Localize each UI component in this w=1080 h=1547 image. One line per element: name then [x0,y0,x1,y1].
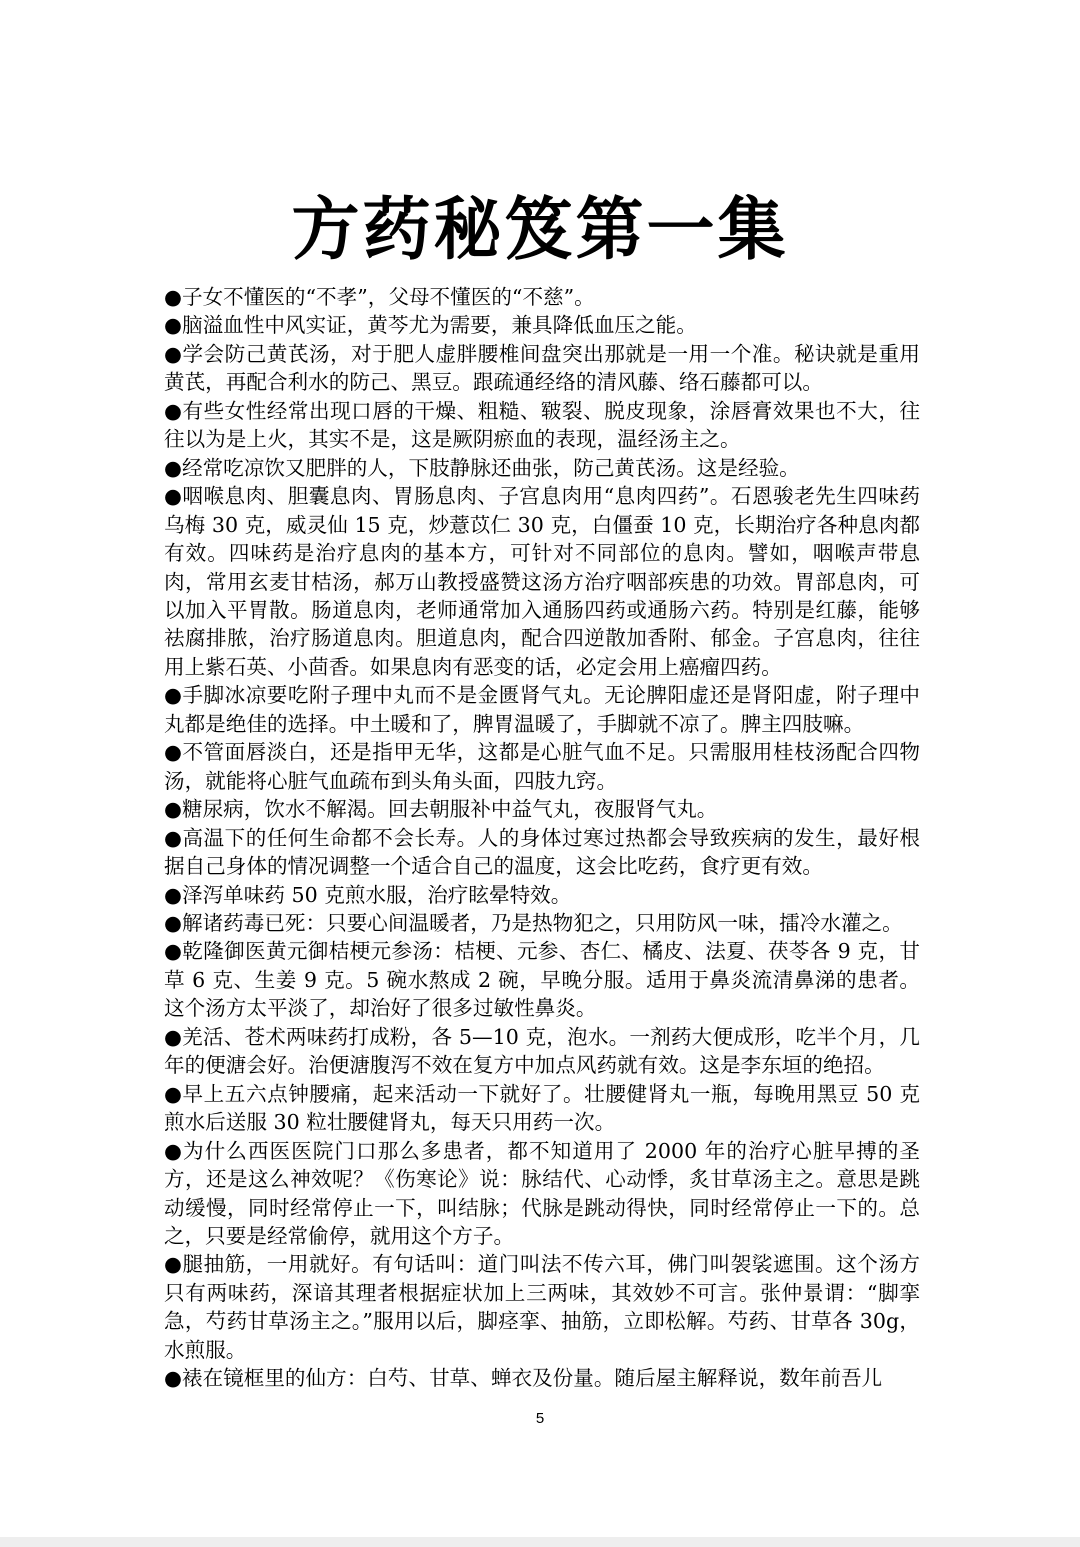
page-bottom-edge [0,1537,1080,1547]
paragraph: ●乾隆御医黄元御桔梗元参汤：桔梗、元参、杏仁、橘皮、法夏、茯苓各 9 克，甘草 6 克、生姜 9 克。5 碗水熬成 2 碗，早晚分服。适用于鼻炎流清鼻涕的患者。这个汤方太平淡了，却治好了很多过敏性鼻炎。 [164,939,920,1021]
paragraph: ●泽泻单味药 50 克煎水服，治疗眩晕特效。 [164,882,572,907]
paragraph: ●有些女性经常出现口唇的干燥、粗糙、皲裂、脱皮现象，涂唇膏效果也不大，往往以为是上火，其实不是，这是厥阴瘀血的表现，温经汤主之。 [164,398,920,452]
page-title: 方药秘笈第一集 [291,191,789,270]
page-number: 5 [535,1410,545,1427]
paragraph: ●咽喉息肉、胆囊息肉、胃肠息肉、子宫息肉用“息肉四药”。石恩骏老先生四味药乌梅 30 克，威灵仙 15 克，炒薏苡仁 30 克，白僵蚕 10 克，长期治疗各种息肉都有效。四味药是治疗息肉的基本方，可针对不同部位的息肉。譬如，咽喉声带息肉，常用玄麦甘桔汤，郝万山教授盛赞这汤方治疗咽部疾患的功效。胃部息肉，可以加入平胃散。肠道息肉，老师通常加入通肠四药或通肠六药。特别是红藤，能够祛腐排脓，治疗肠道息肉。胆道息肉，配合四逆散加香附、郁金。子宫息肉，往往用上紫石英、小茴香。如果息肉有恶变的话，必定会用上癌瘤四药。 [164,484,920,679]
body-text [164,283,920,1393]
paragraph: ●腿抽筋，一用就好。有句话叫：道门叫法不传六耳，佛门叫袈裟遮围。这个汤方只有两味药，深谙其理者根据症状加上三两味，其效妙不可言。张仲景谓：“脚挛急，芍药甘草汤主之。”服用以后，脚痉挛、抽筋，立即松解。芍药、甘草各 30g，水煎服。 [164,1252,920,1362]
paragraph: ●羌活、苍术两味药打成粉，各 5—10 克，泡水。一剂药大便成形，吃半个月，几年的便溏会好。治便溏腹泻不效在复方中加点风药就有效。这是李东垣的绝招。 [164,1024,920,1078]
paragraph: ●裱在镜框里的仙方：白芍、甘草、蝉衣及份量。随后屋主解释说，数年前吾儿 [164,1366,883,1391]
paragraph: ●高温下的任何生命都不会长寿。人的身体过寒过热都会导致疾病的发生，最好根据自己身体的情况调整一个适合自己的温度，这会比吃药，食疗更有效。 [164,825,920,879]
paragraph: ●经常吃凉饮又肥胖的人，下肢静脉还曲张，防己黄芪汤。这是经验。 [164,455,800,480]
paragraph: ●糖尿病，饮水不解渴。回去朝服补中益气丸，夜服肾气丸。 [164,797,718,822]
paragraph: ●早上五六点钟腰痛，起来活动一下就好了。壮腰健肾丸一瓶，每晚用黑豆 50 克煎水后送服 30 粒壮腰健肾丸，每天只用药一次。 [164,1081,920,1135]
paragraph: ●不管面唇淡白，还是指甲无华，这都是心脏气血不足。只需服用桂枝汤配合四物汤，就能将心脏气血疏布到头角头面，四肢九窍。 [164,740,920,793]
paragraph: ●为什么西医医院门口那么多患者，都不知道用了 2000 年的治疗心脏早搏的圣方，还是这么神效呢？《伤寒论》说：脉结代、心动悸，炙甘草汤主之。意思是跳动缓慢，同时经常停止一下，叫结脉；代脉是跳动得快，同时经常停止一下的。总之，只要是经常偷停，就用这个方子。 [164,1138,920,1248]
paragraph: ●学会防己黄芪汤，对于肥人虚胖腰椎间盘突出那就是一用一个准。秘诀就是重用黄芪，再配合利水的防己、黑豆。跟疏通经络的清风藤、络石藤都可以。 [164,341,920,395]
paragraph: ●手脚冰凉要吃附子理中丸而不是金匮肾气丸。无论脾阳虚还是肾阳虚，附子理中丸都是绝佳的选择。中土暖和了，脾胃温暖了，手脚就不凉了。脾主四肢嘛。 [164,683,920,736]
paragraph: ●子女不懂医的“不孝”，父母不懂医的“不慈”。 [164,285,595,309]
paragraph: ●解诸药毒已死：只要心间温暖者，乃是热物犯之，只用防风一味，擂冷水灌之。 [164,910,903,935]
paragraph: ●脑溢血性中风实证，黄芩尤为需要，兼具降低血压之能。 [164,313,697,338]
